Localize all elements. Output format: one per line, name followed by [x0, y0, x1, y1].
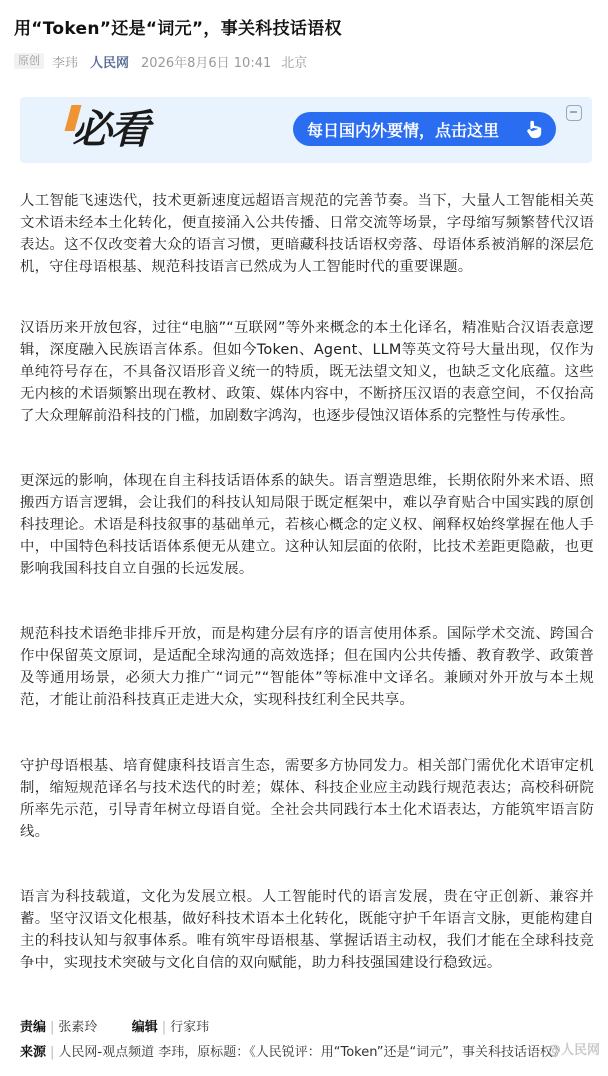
article-paragraph: 守护母语根基、培育健康科技语言生态，需要多方协同发力。相关部门需优化术语审定机制，缩短规范译名与技术迭代的时差；媒体、科技企业应主动践行规范表达；高校科研院所率先示范，引导青年树立母语自觉。全社会共同践行本土化术语表达，方能筑牢语言防线。 [20, 758, 594, 840]
publish-location: 北京 [281, 55, 308, 71]
article-paragraph: 语言为科技载道，文化为发展立根。人工智能时代的语言发展，贵在守正创新、兼容并蓄。坚守汉语文化根基，做好科技术语本土化转化，既能守护千年语言文脉，更能构建自主的科技认知与叙事体系。唯有筑牢母语根基、掌握话语主动权，我们才能在全球科技竞争中，实现技术突破与文化自信的双向赋能，助力科技强国建设行稳致远。 [20, 889, 594, 971]
source-account-link[interactable]: 人民网 [90, 55, 130, 71]
daily-news-button[interactable] [293, 112, 556, 146]
article-meta [14, 52, 307, 70]
reviewer-name: 行家玮 [170, 1020, 210, 1035]
editor-name: 张素玲 [58, 1020, 98, 1035]
source-label: 来源 [20, 1045, 47, 1060]
must-read-banner[interactable] [20, 97, 592, 163]
article-paragraph: 人工智能飞速迭代，技术更新速度远超语言规范的完善节奏。当下，大量人工智能相关英文术语未经本土化转化，便直接涌入公共传播、日常交流等场景，字母缩写频繁替代汉语表达。这不仅改变着大众的语言习惯，更暗藏科技话语权旁落、母语体系被消解的深层危机，守住母语根基、规范科技语言已然成为人工智能时代的重要课题。 [20, 193, 594, 275]
editor-label: 责编 [20, 1020, 47, 1035]
article-paragraph: 规范科技术语绝非排斥开放，而是构建分层有序的语言使用体系。国际学术交流、跨国合作中保留英文原词，是适配全球沟通的高效选择；但在国内公共传播、教育教学、政策普及等通用场景，必须大力推广“词元”“智能体”等标准中文译名。兼顾对外开放与本土规范，才能让前沿科技真正走进大众，实现科技红利全民共享。 [20, 626, 594, 708]
original-badge: 原创 [14, 53, 44, 69]
author-name: 李玮 [52, 55, 79, 71]
reviewer-label: 编辑 [131, 1020, 158, 1035]
editor-credits: 责编 | 张素玲 编辑 | 行家玮 [20, 1020, 210, 1035]
source-credits: 来源 | 人民网-观点频道 李玮，原标题：《人民锐评：用“Token”还是“词元”，事关科技话语权》 [20, 1045, 566, 1060]
share-icon[interactable] [566, 105, 582, 121]
article-paragraph: 汉语历来开放包容，过往“电脑”“互联网”等外来概念的本土化译名，精准贴合汉语表意逻辑，深度融入民族语言体系。但如今Token、Agent、LLM等英文符号大量出现，仅作为单纯符号存在，不具备汉语形音义统一的特质，既无法望文知义，也缺乏文化底蕴。这些无内核的术语频繁出现在教材、政策、媒体内容中，不断挤压汉语的表意空间，不仅抬高了大众理解前沿科技的门槛，加剧数字鸿沟，也逐步侵蚀汉语体系的完整性与传承性。 [20, 320, 594, 424]
publish-datetime: 2026年8月6日 10:41 [141, 55, 272, 71]
source-text: 人民网-观点频道 李玮，原标题：《人民锐评：用“Token”还是“词元”，事关科技话语权》 [58, 1045, 566, 1060]
watermark: @人民网 [547, 1043, 600, 1058]
article-title: 用“Token”还是“词元”，事关科技话语权 [14, 19, 342, 39]
daily-news-button-label: 每日国内外要情，点击这里 [307, 120, 500, 140]
pointer-hand-icon [524, 119, 544, 139]
article-paragraph: 更深远的影响，体现在自主科技话语体系的缺失。语言塑造思维，长期依附外来术语、照搬西方语言逻辑，会让我们的科技认知局限于既定框架中，难以孕育贴合中国实践的原创科技理论。术语是科技叙事的基础单元，若核心概念的定义权、阐释权始终掌握在他人手中，中国特色科技话语体系便无从建立。这种认知层面的依附，比技术差距更隐蔽，也更影响我国科技自立自强的长远发展。 [20, 473, 594, 577]
banner-logo: 必看 [72, 107, 148, 153]
